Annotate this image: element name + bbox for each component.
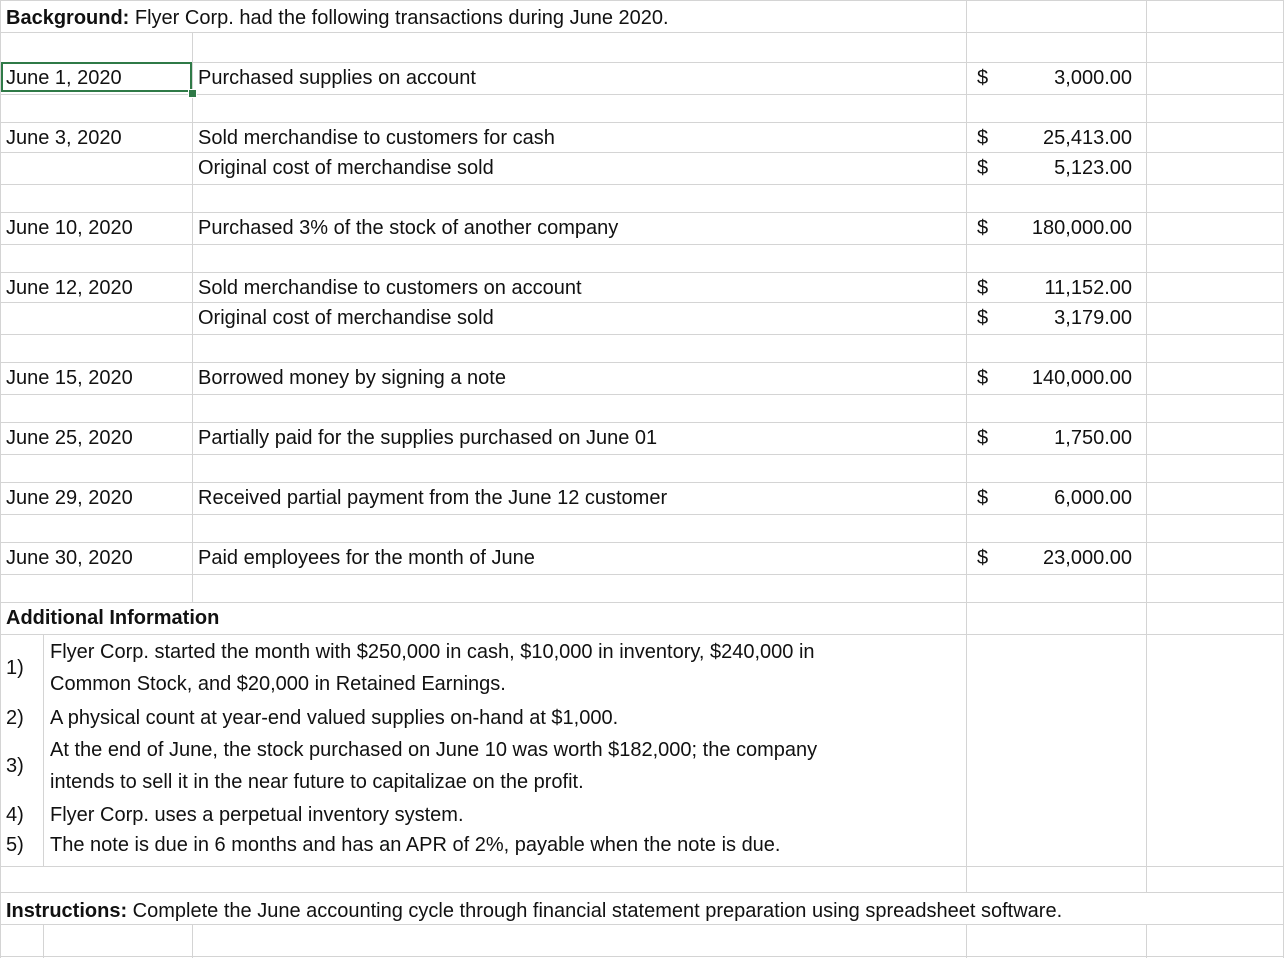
row-gridline (0, 634, 1284, 635)
column-gridline (192, 924, 193, 958)
transaction-description[interactable]: Received partial payment from the June 12 customer (198, 487, 668, 509)
column-gridline (1146, 924, 1147, 958)
fill-handle[interactable] (188, 89, 197, 98)
transaction-date[interactable]: June 15, 2020 (6, 367, 133, 389)
transaction-amount[interactable]: 1,750.00 (1054, 427, 1132, 449)
note-number: 1) (6, 657, 24, 679)
column-gridline (1146, 634, 1147, 866)
transaction-description[interactable]: Partially paid for the supplies purchased on June 01 (198, 427, 658, 449)
instructions-text: Complete the June accounting cycle through financial statement preparation using spreadsheet software. (127, 900, 1063, 922)
column-gridline (192, 32, 193, 602)
transaction-date[interactable]: June 30, 2020 (6, 547, 133, 569)
currency-symbol: $ (977, 367, 989, 389)
transaction-amount[interactable]: 5,123.00 (1054, 157, 1132, 179)
transaction-description[interactable]: Purchased supplies on account (198, 67, 476, 89)
note-text: Flyer Corp. started the month with $250,000 in cash, $10,000 in inventory, $240,000 in (50, 641, 815, 663)
column-gridline (966, 924, 967, 958)
currency-symbol: $ (977, 427, 989, 449)
transaction-description[interactable]: Original cost of merchandise sold (198, 157, 494, 179)
additional-info-heading: Additional Information (6, 607, 220, 629)
currency-symbol: $ (977, 67, 989, 89)
instructions-label: Instructions: (6, 900, 128, 922)
transaction-description[interactable]: Paid employees for the month of June (198, 547, 535, 569)
transaction-date[interactable]: June 12, 2020 (6, 277, 133, 299)
note-text: A physical count at year-end valued supplies on-hand at $1,000. (50, 707, 619, 729)
transaction-date[interactable]: June 29, 2020 (6, 487, 133, 509)
note-number: 4) (6, 804, 24, 826)
background-cell[interactable] (6, 6, 669, 30)
transaction-description[interactable]: Purchased 3% of the stock of another company (198, 217, 619, 239)
row-gridline (0, 0, 1284, 1)
note-number: 5) (6, 834, 24, 856)
transaction-amount[interactable]: 3,000.00 (1054, 67, 1132, 89)
transaction-amount[interactable]: 3,179.00 (1054, 307, 1132, 329)
column-gridline (966, 634, 967, 866)
instructions-cell[interactable] (6, 899, 1062, 923)
transaction-description[interactable]: Sold merchandise to customers on account (198, 277, 582, 299)
currency-symbol: $ (977, 157, 989, 179)
transaction-date[interactable]: June 3, 2020 (6, 127, 122, 149)
note-text: Flyer Corp. uses a perpetual inventory system. (50, 804, 464, 826)
note-text: intends to sell it in the near future to capitalizae on the profit. (50, 771, 584, 793)
note-text: The note is due in 6 months and has an APR of 2%, payable when the note is due. (50, 834, 781, 856)
note-text: At the end of June, the stock purchased on June 10 was worth $182,000; the company (50, 739, 818, 761)
transaction-description[interactable]: Original cost of merchandise sold (198, 307, 494, 329)
transaction-date[interactable]: June 1, 2020 (6, 67, 122, 89)
transaction-description[interactable]: Sold merchandise to customers for cash (198, 127, 555, 149)
currency-symbol: $ (977, 307, 989, 329)
note-text: Common Stock, and $20,000 in Retained Earnings. (50, 673, 506, 695)
note-number: 3) (6, 755, 24, 777)
transaction-amount[interactable]: 11,152.00 (1044, 277, 1132, 299)
row-gridline (0, 892, 1284, 893)
currency-symbol: $ (977, 487, 989, 509)
row-gridline (0, 866, 1284, 867)
column-gridline (43, 924, 44, 958)
transaction-amount[interactable]: 6,000.00 (1054, 487, 1132, 509)
note-number: 2) (6, 707, 24, 729)
column-gridline (43, 634, 44, 866)
currency-symbol: $ (977, 277, 989, 299)
transaction-description[interactable]: Borrowed money by signing a note (198, 367, 506, 389)
row-gridline (0, 602, 1284, 603)
transaction-amount[interactable]: 23,000.00 (1043, 547, 1132, 569)
transaction-date[interactable]: June 25, 2020 (6, 427, 133, 449)
transaction-amount[interactable]: 25,413.00 (1043, 127, 1132, 149)
column-gridline (0, 0, 1, 958)
currency-symbol: $ (977, 127, 989, 149)
background-label: Background: (6, 7, 130, 29)
currency-symbol: $ (977, 217, 989, 239)
transaction-amount[interactable]: 180,000.00 (1031, 217, 1132, 239)
background-text: Flyer Corp. had the following transactions during June 2020. (129, 7, 669, 29)
transaction-date[interactable]: June 10, 2020 (6, 217, 133, 239)
transaction-amount[interactable]: 140,000.00 (1031, 367, 1132, 389)
currency-symbol: $ (977, 547, 989, 569)
